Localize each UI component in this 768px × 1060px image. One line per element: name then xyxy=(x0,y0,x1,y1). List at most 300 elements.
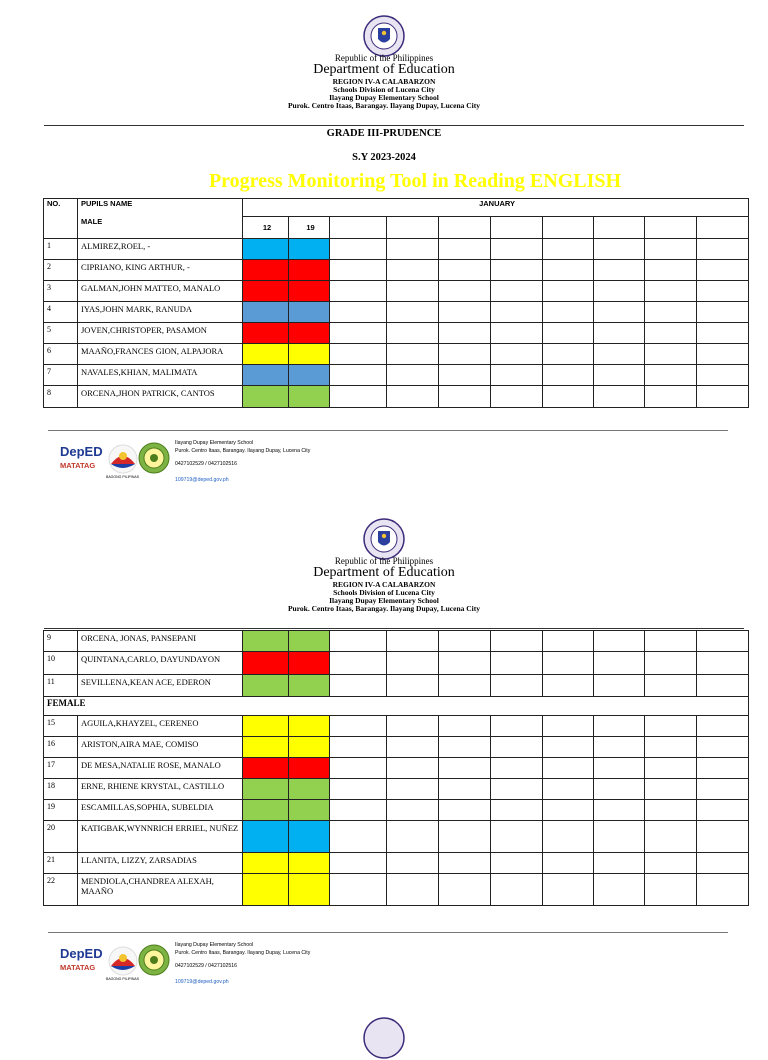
pupil-name: ESCAMILLAS,SOPHIA, SUBELDIA xyxy=(78,800,243,821)
row-number: 19 xyxy=(44,800,78,821)
empty-cell xyxy=(491,737,543,758)
empty-cell xyxy=(439,716,491,737)
empty-cell xyxy=(330,821,387,853)
empty-cell xyxy=(697,716,749,737)
row-number: 3 xyxy=(44,281,78,302)
empty-cell xyxy=(543,281,594,302)
empty-cell xyxy=(330,365,387,386)
reading-level-cell xyxy=(243,281,289,302)
reading-level-cell xyxy=(243,779,289,800)
reading-level-cell xyxy=(243,821,289,853)
division-text: Schools Division of Lucena City xyxy=(333,85,435,94)
empty-cell xyxy=(543,716,594,737)
reading-level-cell xyxy=(289,716,330,737)
empty-cell xyxy=(645,675,697,697)
empty-cell xyxy=(387,365,439,386)
empty-cell xyxy=(387,302,439,323)
table-row xyxy=(44,386,749,408)
table-row xyxy=(44,716,749,737)
empty-cell xyxy=(697,302,749,323)
tool-title: Progress Monitoring Tool in Reading ENGLISH xyxy=(208,170,622,192)
empty-cell xyxy=(330,239,387,260)
reading-level-cell xyxy=(243,758,289,779)
empty-cell xyxy=(645,239,697,260)
table-row xyxy=(44,821,749,853)
empty-cell xyxy=(387,779,439,800)
empty-cell xyxy=(697,260,749,281)
empty-cell xyxy=(491,631,543,652)
reading-level-cell xyxy=(289,260,330,281)
empty-cell xyxy=(594,758,645,779)
empty-cell xyxy=(594,675,645,697)
row-number: 20 xyxy=(44,821,78,853)
empty-cell xyxy=(594,853,645,874)
empty-cell xyxy=(387,675,439,697)
footer-address: Purok. Centro Itaas, Barangay. Ilayang Dupay, Lucena City xyxy=(175,950,311,956)
empty-cell xyxy=(543,800,594,821)
reading-level-cell xyxy=(243,675,289,697)
table-row xyxy=(44,652,749,675)
empty-cell xyxy=(543,652,594,675)
empty-cell xyxy=(491,260,543,281)
empty-cell xyxy=(491,821,543,853)
empty-cell xyxy=(543,779,594,800)
empty-cell xyxy=(594,800,645,821)
reading-level-cell xyxy=(243,260,289,281)
reading-level-cell xyxy=(289,344,330,365)
empty-cell xyxy=(697,874,749,906)
empty-cell xyxy=(439,386,491,408)
footer-school: Ilayang Dupay Elementary School xyxy=(175,942,254,948)
date-header: 12 xyxy=(243,217,289,239)
pupil-name: SEVILLENA,KEAN ACE, EDERON xyxy=(78,675,243,697)
empty-cell xyxy=(697,800,749,821)
empty-cell xyxy=(387,386,439,408)
reading-level-cell xyxy=(243,800,289,821)
deped-logo: DepED xyxy=(60,444,103,459)
empty-cell xyxy=(330,323,387,344)
address-text: Purok. Centro Itaas, Barangay. Ilayang Dupay, Lucena City xyxy=(287,100,481,110)
matatag-logo: MATATAG xyxy=(60,461,96,470)
empty-cell xyxy=(387,631,439,652)
table-row xyxy=(44,874,749,906)
pupil-name: IYAS,JOHN MARK, RANUDA xyxy=(78,302,243,323)
empty-cell xyxy=(439,853,491,874)
reading-level-cell xyxy=(289,323,330,344)
republic-text: Republic of the Philippines xyxy=(334,53,434,63)
empty-cell xyxy=(697,821,749,853)
row-number: 17 xyxy=(44,758,78,779)
table-row xyxy=(44,800,749,821)
bagong-pilipinas-logo-icon xyxy=(106,944,140,978)
empty-cell xyxy=(439,323,491,344)
empty-cell xyxy=(697,652,749,675)
empty-cell xyxy=(594,344,645,365)
table-row xyxy=(44,737,749,758)
empty-cell xyxy=(330,758,387,779)
pupil-name: LLANITA, LIZZY, ZARSADIAS xyxy=(78,853,243,874)
table-row xyxy=(44,675,749,697)
pupil-name: CIPRIANO, KING ARTHUR, - xyxy=(78,260,243,281)
footer-phone: 0427102529 / 0427102516 xyxy=(175,461,238,467)
female-label: FEMALE xyxy=(44,697,749,716)
empty-cell xyxy=(543,239,594,260)
empty-cell xyxy=(387,716,439,737)
reading-level-cell xyxy=(289,779,330,800)
empty-cell xyxy=(491,281,543,302)
row-number: 7 xyxy=(44,365,78,386)
empty-cell xyxy=(594,821,645,853)
empty-cell xyxy=(594,239,645,260)
letterhead xyxy=(0,557,768,613)
empty-cell xyxy=(594,779,645,800)
republic-text: Republic of the Philippines xyxy=(334,556,434,566)
male-rows-page-1 xyxy=(44,239,749,408)
table-row xyxy=(44,853,749,874)
region-text: REGION IV-A CALABARZON xyxy=(332,580,436,590)
empty-cell xyxy=(491,386,543,408)
empty-cell xyxy=(387,821,439,853)
pupil-name: QUINTANA,CARLO, DAYUNDAYON xyxy=(78,652,243,675)
empty-cell xyxy=(697,675,749,697)
deped-logo: DepED xyxy=(60,946,103,961)
empty-cell xyxy=(697,853,749,874)
empty-cell xyxy=(543,631,594,652)
reading-level-cell xyxy=(243,874,289,906)
empty-cell xyxy=(439,281,491,302)
empty-cell xyxy=(439,652,491,675)
empty-cell xyxy=(543,386,594,408)
row-number: 2 xyxy=(44,260,78,281)
empty-cell xyxy=(387,260,439,281)
region-text: REGION IV-A CALABARZON xyxy=(332,77,436,87)
pupil-name: GALMAN,JOHN MATTEO, MANALO xyxy=(78,281,243,302)
empty-cell xyxy=(697,239,749,260)
reading-level-cell xyxy=(289,675,330,697)
empty-cell xyxy=(387,323,439,344)
deped-seal-icon xyxy=(359,14,409,58)
reading-level-cell xyxy=(243,302,289,323)
empty-cell xyxy=(387,800,439,821)
empty-cell xyxy=(543,675,594,697)
empty-cell xyxy=(645,631,697,652)
row-number: 1 xyxy=(44,239,78,260)
empty-cell xyxy=(697,631,749,652)
reading-level-cell xyxy=(289,758,330,779)
empty-cell xyxy=(543,758,594,779)
reading-level-cell xyxy=(243,365,289,386)
reading-level-cell xyxy=(289,302,330,323)
empty-cell xyxy=(387,281,439,302)
empty-cell xyxy=(491,344,543,365)
male-rows-page-2 xyxy=(44,631,749,697)
empty-cell xyxy=(387,874,439,906)
empty-cell xyxy=(330,779,387,800)
empty-cell xyxy=(645,386,697,408)
empty-cell xyxy=(387,853,439,874)
reading-level-cell xyxy=(243,716,289,737)
empty-cell xyxy=(387,344,439,365)
row-number: 4 xyxy=(44,302,78,323)
empty-cell xyxy=(491,800,543,821)
footer-rule xyxy=(48,430,728,431)
row-number: 16 xyxy=(44,737,78,758)
table-row xyxy=(44,758,749,779)
empty-cell xyxy=(387,737,439,758)
empty-cell xyxy=(594,281,645,302)
empty-cell xyxy=(543,365,594,386)
empty-cell xyxy=(594,652,645,675)
empty-cell xyxy=(645,281,697,302)
pupil-name: KATIGBAK,WYNNRICH ERRIEL, NUÑEZ xyxy=(78,821,243,853)
reading-level-cell xyxy=(289,853,330,874)
empty-cell xyxy=(439,874,491,906)
school-seal-icon xyxy=(138,944,170,976)
pupil-name: NAVALES,KHIAN, MALIMATA xyxy=(78,365,243,386)
empty-cell xyxy=(645,302,697,323)
empty-cell xyxy=(491,779,543,800)
month-header: JANUARY xyxy=(243,199,749,217)
reading-level-cell xyxy=(289,821,330,853)
empty-cell xyxy=(491,239,543,260)
grade-title: GRADE III-PRUDENCE xyxy=(326,128,442,139)
pupil-name: MAAÑO,FRANCES GION, ALPAJORA xyxy=(78,344,243,365)
footer-address: Purok. Centro Itaas, Barangay. Ilayang Dupay, Lucena City xyxy=(175,448,311,454)
empty-cell xyxy=(439,821,491,853)
male-label: MALE xyxy=(78,217,243,239)
reading-level-cell xyxy=(243,344,289,365)
empty-cell xyxy=(543,874,594,906)
table-row xyxy=(44,302,749,323)
empty-cell xyxy=(491,302,543,323)
empty-cell xyxy=(645,874,697,906)
table-row xyxy=(44,323,749,344)
pupil-name: MENDIOLA,CHANDREA ALEXAH, MAAÑO xyxy=(78,874,243,906)
empty-cell xyxy=(439,800,491,821)
empty-cell xyxy=(594,716,645,737)
table-row xyxy=(44,779,749,800)
empty-cell xyxy=(439,302,491,323)
reading-level-cell xyxy=(289,386,330,408)
school-year: S.Y 2023-2024 xyxy=(352,152,416,163)
empty-cell xyxy=(491,853,543,874)
row-number: 9 xyxy=(44,631,78,652)
department-title: Department of Education xyxy=(313,62,455,78)
row-number: 15 xyxy=(44,716,78,737)
empty-cell xyxy=(543,344,594,365)
empty-cell xyxy=(491,675,543,697)
deped-seal-icon xyxy=(359,517,409,561)
footer-school: Ilayang Dupay Elementary School xyxy=(175,440,254,446)
empty-cell xyxy=(491,758,543,779)
empty-cell xyxy=(645,260,697,281)
empty-cell xyxy=(387,758,439,779)
empty-cell xyxy=(697,758,749,779)
reading-level-cell xyxy=(243,853,289,874)
empty-cell xyxy=(330,631,387,652)
empty-cell xyxy=(543,323,594,344)
page-2 xyxy=(0,503,768,1024)
empty-cell xyxy=(439,239,491,260)
reading-level-cell xyxy=(243,386,289,408)
reading-level-cell xyxy=(243,323,289,344)
empty-cell xyxy=(439,365,491,386)
empty-cell xyxy=(645,800,697,821)
table-row xyxy=(44,260,749,281)
empty-cell xyxy=(330,386,387,408)
empty-cell xyxy=(645,737,697,758)
col-name-header: PUPILS NAME xyxy=(78,199,243,217)
empty-cell xyxy=(543,821,594,853)
table-row xyxy=(44,344,749,365)
empty-cell xyxy=(645,853,697,874)
progress-table-page-2 xyxy=(43,630,749,906)
row-number: 11 xyxy=(44,675,78,697)
reading-level-cell xyxy=(289,652,330,675)
date-header: 19 xyxy=(289,217,330,239)
empty-cell xyxy=(491,365,543,386)
row-number: 18 xyxy=(44,779,78,800)
pupil-name: ARISTON,AIRA MAE, COMISO xyxy=(78,737,243,758)
footer-email[interactable]: 109719@deped.gov.ph xyxy=(175,979,229,985)
address-text: Purok. Centro Itaas, Barangay. Ilayang Dupay, Lucena City xyxy=(287,603,481,613)
empty-cell xyxy=(594,365,645,386)
reading-level-cell xyxy=(243,239,289,260)
reading-level-cell xyxy=(289,365,330,386)
empty-cell xyxy=(330,675,387,697)
empty-cell xyxy=(439,737,491,758)
empty-cell xyxy=(594,386,645,408)
female-section-row xyxy=(44,697,749,716)
reading-level-cell xyxy=(289,631,330,652)
pupil-name: ERNE, RHIENE KRYSTAL, CASTILLO xyxy=(78,779,243,800)
table-row xyxy=(44,631,749,652)
bagong-pilipinas-text: BAGONG PILIPINAS xyxy=(106,977,140,981)
empty-cell xyxy=(491,652,543,675)
row-number: 22 xyxy=(44,874,78,906)
footer xyxy=(60,438,380,488)
col-no-header: NO. xyxy=(44,199,78,217)
row-number: 8 xyxy=(44,386,78,408)
empty-cell xyxy=(491,716,543,737)
empty-cell xyxy=(439,675,491,697)
empty-cell xyxy=(387,652,439,675)
matatag-logo: MATATAG xyxy=(60,963,96,972)
empty-cell xyxy=(330,874,387,906)
table-row xyxy=(44,281,749,302)
empty-cell xyxy=(330,853,387,874)
empty-cell xyxy=(645,652,697,675)
footer-phone: 0427102529 / 0427102516 xyxy=(175,963,238,969)
progress-table-page-1 xyxy=(43,198,749,408)
empty-cell xyxy=(645,716,697,737)
pupil-name: ALMIREZ,ROEL, - xyxy=(78,239,243,260)
empty-cell xyxy=(439,260,491,281)
empty-cell xyxy=(387,239,439,260)
empty-cell xyxy=(594,874,645,906)
pupil-name: DE MESA,NATALIE ROSE, MANALO xyxy=(78,758,243,779)
empty-cell xyxy=(594,631,645,652)
reading-level-cell xyxy=(243,737,289,758)
bagong-pilipinas-text: BAGONG PILIPINAS xyxy=(106,475,140,479)
table-subheader-row xyxy=(44,217,749,239)
footer xyxy=(60,940,380,990)
empty-cell xyxy=(645,323,697,344)
reading-level-cell xyxy=(243,631,289,652)
footer-rule xyxy=(48,932,728,933)
empty-cell xyxy=(697,344,749,365)
row-number: 10 xyxy=(44,652,78,675)
empty-cell xyxy=(697,323,749,344)
empty-cell xyxy=(543,302,594,323)
table-row xyxy=(44,365,749,386)
empty-cell xyxy=(439,344,491,365)
empty-cell xyxy=(330,716,387,737)
empty-cell xyxy=(697,365,749,386)
empty-cell xyxy=(439,631,491,652)
bagong-pilipinas-logo-icon xyxy=(106,442,140,476)
empty-cell xyxy=(645,758,697,779)
pupil-name: ORCENA,JHON PATRICK, CANTOS xyxy=(78,386,243,408)
empty-cell xyxy=(543,737,594,758)
empty-cell xyxy=(330,344,387,365)
reading-level-cell xyxy=(289,239,330,260)
empty-cell xyxy=(594,302,645,323)
department-title: Department of Education xyxy=(313,565,455,581)
row-number: 5 xyxy=(44,323,78,344)
row-number: 21 xyxy=(44,853,78,874)
pupil-name: JOVEN,CHRISTOPER, PASAMON xyxy=(78,323,243,344)
empty-cell xyxy=(645,365,697,386)
empty-cell xyxy=(543,260,594,281)
reading-level-cell xyxy=(243,652,289,675)
school-text: Ilayang Dupay Elementary School xyxy=(329,595,439,605)
empty-cell xyxy=(543,853,594,874)
empty-cell xyxy=(697,281,749,302)
empty-cell xyxy=(330,800,387,821)
empty-cell xyxy=(594,260,645,281)
header-rule xyxy=(44,628,744,629)
deped-seal-icon xyxy=(359,1016,409,1060)
empty-cell xyxy=(330,302,387,323)
empty-cell xyxy=(491,323,543,344)
letterhead xyxy=(0,54,768,110)
page-1 xyxy=(0,0,768,500)
empty-cell xyxy=(491,874,543,906)
table-header-row xyxy=(44,199,749,217)
footer-email[interactable]: 109719@deped.gov.ph xyxy=(175,477,229,483)
empty-cell xyxy=(330,260,387,281)
empty-cell xyxy=(645,821,697,853)
empty-cell xyxy=(697,779,749,800)
empty-cell xyxy=(439,779,491,800)
empty-cell xyxy=(697,386,749,408)
table-row xyxy=(44,239,749,260)
reading-level-cell xyxy=(289,737,330,758)
row-number: 6 xyxy=(44,344,78,365)
pupil-name: ORCENA, JONAS, PANSEPANI xyxy=(78,631,243,652)
school-seal-icon xyxy=(138,442,170,474)
reading-level-cell xyxy=(289,800,330,821)
empty-cell xyxy=(645,344,697,365)
empty-cell xyxy=(645,779,697,800)
division-text: Schools Division of Lucena City xyxy=(333,588,435,597)
empty-cell xyxy=(439,758,491,779)
empty-cell xyxy=(594,323,645,344)
empty-cell xyxy=(330,737,387,758)
empty-cell xyxy=(594,737,645,758)
reading-level-cell xyxy=(289,281,330,302)
